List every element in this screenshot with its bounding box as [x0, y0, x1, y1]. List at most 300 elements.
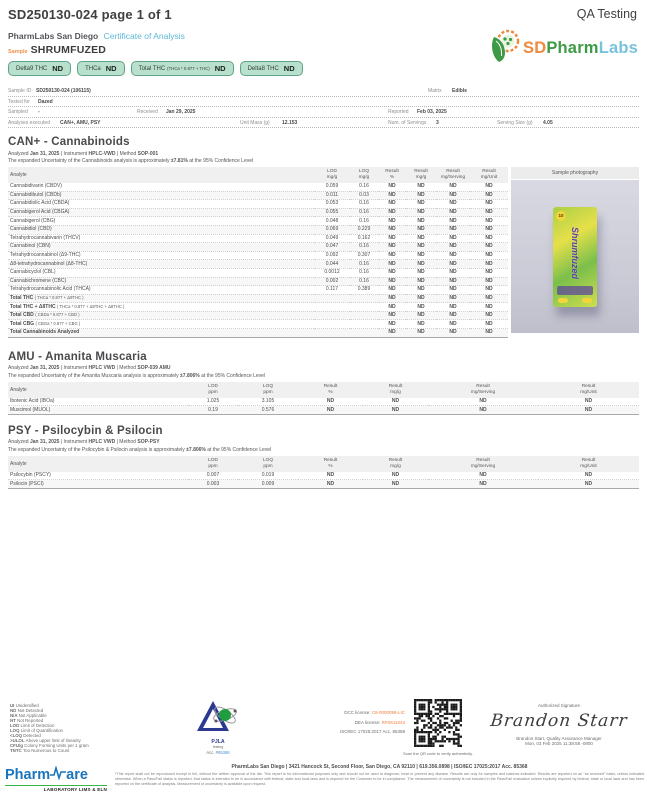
- sampled-value: -: [38, 109, 40, 115]
- value-cell: ND: [470, 260, 508, 269]
- value-cell: 0.055: [314, 208, 350, 217]
- section-amanita: [8, 351, 639, 415]
- lab-logo-icon: [491, 29, 523, 68]
- value-cell: ND: [406, 286, 436, 295]
- value-cell: ND: [406, 320, 436, 329]
- value-cell: ND: [378, 234, 406, 243]
- uncertainty-line: The expanded Uncertainty of the Cannabinoids analysis is approximately ±7.81% at the 95% Confidence Level: [8, 158, 254, 164]
- legend-item: N/A Not Applicable: [10, 713, 47, 719]
- top-bar: [0, 0, 647, 22]
- total-row: [8, 311, 508, 320]
- value-cell: 0.16: [350, 200, 378, 209]
- license-line: DCC license: C8-0000098-LIC: [344, 710, 405, 715]
- column-header: Result mg/g: [363, 382, 428, 398]
- legend-item: ND Not Detected: [10, 708, 44, 714]
- value-cell: 0.16: [350, 268, 378, 277]
- legend-item: LOD Limit of Detection: [10, 723, 55, 729]
- value-cell: 0.059: [314, 183, 350, 191]
- reported-label: Reported: [388, 109, 409, 115]
- value-cell: 0.389: [350, 286, 378, 295]
- value-cell: ND: [406, 251, 436, 260]
- analyte-cell: Ibotenic Acid (IBOa): [8, 398, 188, 406]
- analyte-row: [8, 277, 508, 286]
- analyte-cell: Tetrahydrocannabivarin (THCV): [8, 234, 314, 243]
- value-cell: [314, 294, 350, 303]
- received-label: Received: [137, 109, 158, 115]
- value-cell: 0.044: [314, 260, 350, 269]
- pharmware-tagline: LABORATORY LIMS & ELN: [43, 787, 107, 793]
- disclaimer-text: *This report shall not be reproduced except in full, without the written approval of the lab. This report is for informational purposes only and should not be used to diagnose, treat or prevent any disease. Results are only for samples and batches indicated. Results are reported on an "as received" basis, unless indicated otherwise. When a Pass/Fail status is reported, that status is intended to be in accordance with federal, state and local laws and is required for the Customer to be in compliance. The measurement of uncertainty is not included in the Pass/Fail evaluation unless explicitly required by federal, state or local laws and has been reported on the certificate of analysis. Measurement of uncertainty is available upon request.: [115, 772, 644, 786]
- value-cell: ND: [470, 303, 508, 312]
- sample-photo-panel: [511, 167, 639, 333]
- product-name: Shrumfuzed: [570, 226, 580, 279]
- column-header: LOQ mg/g: [350, 167, 378, 183]
- license-block: [262, 710, 405, 739]
- column-header: Result mg/Serving: [428, 382, 538, 398]
- total-row: [8, 320, 508, 329]
- value-cell: ND: [363, 398, 428, 406]
- product-box: [553, 207, 597, 307]
- value-cell: 0.048: [314, 217, 350, 226]
- total-row: [8, 329, 508, 338]
- value-cell: ND: [406, 294, 436, 303]
- document-id: SD250130-024 page 1 of 1: [8, 7, 172, 22]
- column-header: Result mg/Serving: [436, 167, 470, 183]
- lab-address: PharmLabs San Diego | 3421 Hancock St, Second Floor, San Diego, CA 92110 | 619.356.0898 | ISO/IEC 17025:2017 Acc. 85368: [231, 764, 528, 770]
- pharmware-logo: [5, 766, 107, 792]
- product-flavor-band: [557, 286, 593, 295]
- column-header: Result mg/Unit: [538, 382, 639, 398]
- value-cell: 0.16: [350, 260, 378, 269]
- pjla-accreditation: [190, 699, 246, 755]
- matrix-value: Edible: [452, 88, 468, 94]
- value-cell: ND: [428, 472, 538, 480]
- column-header: Result mg/g: [406, 167, 436, 183]
- analyte-row: [8, 251, 508, 260]
- badge-delta9-thc: Delta9 THC ND: [8, 61, 71, 76]
- analyte-cell: Muscimol (MUOL): [8, 406, 188, 415]
- license-line: ISO/IEC 17025:2017 Acc. 85368: [339, 729, 405, 734]
- value-cell: ND: [470, 234, 508, 243]
- value-cell: ND: [470, 183, 508, 191]
- value-cell: ND: [298, 472, 363, 480]
- value-cell: ND: [436, 286, 470, 295]
- value-cell: [350, 311, 378, 320]
- column-header: LOD ppm: [188, 456, 238, 472]
- value-cell: ND: [406, 329, 436, 338]
- value-cell: ND: [378, 329, 406, 338]
- value-cell: ND: [436, 225, 470, 234]
- value-cell: ND: [298, 480, 363, 489]
- section-cannabinoids: [8, 136, 639, 338]
- unit-mass-label: Unit Mass (g): [240, 119, 270, 126]
- value-cell: 0.229: [350, 225, 378, 234]
- value-cell: [314, 311, 350, 320]
- legend-item: TNTC Too Numerous to Count: [10, 748, 70, 754]
- total-label-cell: Total THC + Δ8THC ( THCa * 0.877 + Δ9THC + Δ8THC ): [8, 303, 314, 312]
- authorized-signature-label: Authorized Signature: [537, 703, 581, 708]
- value-cell: ND: [406, 234, 436, 243]
- column-header: Result %: [378, 167, 406, 183]
- total-row: [8, 303, 508, 312]
- value-cell: ND: [378, 183, 406, 191]
- sample-id-label: Sample ID: [8, 88, 32, 94]
- reported-value: Feb 03, 2025: [417, 109, 447, 115]
- analyte-cell: Cannabinol (CBN): [8, 243, 314, 252]
- value-cell: 0.16: [350, 277, 378, 286]
- analyte-cell: Cannabigerol (CBG): [8, 217, 314, 226]
- info-row: [8, 86, 639, 97]
- value-cell: ND: [428, 480, 538, 489]
- badge-delta8-thc: Delta8 THC ND: [240, 61, 303, 76]
- value-cell: [350, 303, 378, 312]
- value-cell: 0.03: [350, 191, 378, 200]
- value-cell: 0.092: [314, 251, 350, 260]
- analyte-cell: Psilocybin (PSCY): [8, 472, 188, 480]
- value-cell: ND: [406, 225, 436, 234]
- method-label: | Method: [116, 150, 137, 157]
- analyte-cell: Psilocin (PSCI): [8, 480, 188, 489]
- value-cell: ND: [378, 217, 406, 226]
- column-header: Result mg/Serving: [428, 456, 538, 472]
- sampled-label: Sampled: [8, 109, 28, 115]
- badge-thca: THCa ND: [77, 61, 125, 76]
- sdpharmlabs-logo: [491, 29, 638, 68]
- value-cell: ND: [470, 311, 508, 320]
- servings-value: 3: [436, 119, 439, 126]
- value-cell: 0.003: [188, 480, 238, 489]
- pharmware-underline: [5, 785, 107, 787]
- analyte-row: [8, 268, 508, 277]
- value-cell: ND: [470, 294, 508, 303]
- value-cell: 3.105: [238, 398, 298, 406]
- value-cell: 0.16: [350, 243, 378, 252]
- value-cell: 0.053: [314, 200, 350, 209]
- value-cell: 0.16: [350, 183, 378, 191]
- legend-item: NT Not Reported: [10, 718, 44, 724]
- logo-wordmark: [523, 39, 638, 58]
- value-cell: ND: [406, 200, 436, 209]
- value-cell: 0.0012: [314, 268, 350, 277]
- value-cell: ND: [436, 191, 470, 200]
- column-header: LOD mg/g: [314, 167, 350, 183]
- uncertainty-line: The expanded Uncertainty of the Amanita Muscaria analysis is approximately ±7.806% at the 95% Confidence Level: [8, 372, 266, 379]
- value-cell: ND: [428, 406, 538, 415]
- value-cell: ND: [378, 286, 406, 295]
- logo-sd: SD: [523, 39, 547, 57]
- psilocybin-table: [8, 456, 639, 489]
- value-cell: ND: [406, 277, 436, 286]
- column-header: Result %: [298, 456, 363, 472]
- tested-for-label: Tested for: [8, 98, 30, 105]
- value-cell: ND: [436, 234, 470, 243]
- column-header: Result mg/Unit: [538, 456, 639, 472]
- value-cell: ND: [436, 260, 470, 269]
- column-header: LOD ppm: [188, 382, 238, 398]
- value-cell: ND: [378, 277, 406, 286]
- section-meta: Analyzed Jan 31, 2025 | Instrument HPLC VWD | Method SOP-039 AMU: [8, 365, 171, 372]
- sample-photo: [511, 180, 639, 333]
- value-cell: ND: [406, 268, 436, 277]
- method-value: SOP-001: [137, 150, 159, 157]
- value-cell: [350, 329, 378, 338]
- analyte-row: [8, 208, 508, 217]
- value-cell: ND: [470, 277, 508, 286]
- signer-name: Brandon Starr, Quality Assurance Manager: [516, 736, 602, 741]
- value-cell: ND: [363, 472, 428, 480]
- value-cell: ND: [378, 303, 406, 312]
- value-cell: [314, 303, 350, 312]
- value-cell: ND: [436, 217, 470, 226]
- value-cell: ND: [428, 398, 538, 406]
- analyte-cell: Cannabigerol Acid (CBGA): [8, 208, 314, 217]
- value-cell: ND: [470, 329, 508, 338]
- value-cell: 0.117: [314, 286, 350, 295]
- value-cell: ND: [470, 200, 508, 209]
- pharmware-part2: are: [66, 766, 88, 783]
- photo-caption: Sample photography: [511, 167, 639, 179]
- legend-item: UI Unidentified: [10, 703, 39, 708]
- value-cell: 0.19: [188, 406, 238, 415]
- sample-name: SHRUMFUZED: [30, 44, 107, 56]
- analyte-row: [8, 234, 508, 243]
- section-title: CAN+ - Cannabinoids: [8, 136, 130, 148]
- analyte-row: [8, 217, 508, 226]
- product-pill: [582, 298, 592, 303]
- value-cell: ND: [406, 217, 436, 226]
- value-cell: ND: [436, 329, 470, 338]
- instrument-value: HPLC-VWD: [88, 150, 116, 157]
- value-cell: ND: [436, 311, 470, 320]
- value-cell: ND: [378, 260, 406, 269]
- analyte-row: [8, 225, 508, 234]
- analyte-cell: Cannabidibutol (CBDb): [8, 191, 314, 200]
- value-cell: ND: [378, 268, 406, 277]
- certificate-title: Certificate of Analysis: [103, 31, 185, 41]
- value-cell: ND: [436, 320, 470, 329]
- legend-item: >ULOL Above upper limit of linearity: [10, 738, 81, 744]
- total-row: [8, 294, 508, 303]
- column-header: Analyte: [8, 382, 188, 398]
- value-cell: 0.16: [350, 217, 378, 226]
- value-cell: 0.002: [314, 277, 350, 286]
- column-header: Result mg/Unit: [470, 167, 508, 183]
- value-cell: 1.025: [188, 398, 238, 406]
- value-cell: [314, 329, 350, 338]
- analyte-cell: Cannabichromene (CBC): [8, 277, 314, 286]
- qr-caption: Scan the QR code to verify authenticity.: [403, 751, 473, 756]
- value-cell: 0.007: [188, 472, 238, 480]
- value-cell: ND: [470, 320, 508, 329]
- pulse-icon: [50, 766, 66, 784]
- qa-testing-label: QA Testing: [576, 7, 637, 21]
- value-cell: [350, 294, 378, 303]
- section-title: AMU - Amanita Muscaria: [8, 350, 147, 363]
- analyte-row: [8, 398, 639, 406]
- value-cell: 0.009: [238, 480, 298, 489]
- value-cell: ND: [406, 303, 436, 312]
- total-label-cell: Total CBD ( CBDa * 0.877 + CBD ): [8, 311, 314, 320]
- license-line: DEA license: RP0611043: [354, 719, 405, 725]
- value-cell: ND: [378, 200, 406, 209]
- value-cell: [314, 320, 350, 329]
- value-cell: 0.069: [314, 225, 350, 234]
- value-cell: ND: [538, 398, 639, 406]
- value-cell: ND: [378, 320, 406, 329]
- analyte-row: [8, 286, 508, 295]
- column-header: LOQ ppm: [238, 456, 298, 472]
- instrument-label: | Instrument: [60, 150, 88, 157]
- analyte-row: [8, 200, 508, 209]
- value-cell: ND: [378, 243, 406, 252]
- legend-item: LOQ Limit of Quantification: [10, 728, 63, 734]
- value-cell: ND: [436, 243, 470, 252]
- value-cell: ND: [436, 200, 470, 209]
- tested-for-value: Dazed: [38, 98, 53, 105]
- product-pill: [558, 298, 568, 303]
- info-row: [8, 107, 639, 118]
- legend-item: <LOQ Detected: [10, 733, 41, 739]
- lab-name: PharmLabs San Diego: [8, 31, 99, 41]
- analyte-row: [8, 260, 508, 269]
- qr-code: [414, 699, 462, 747]
- amanita-table: [8, 382, 639, 415]
- analyte-row: [8, 191, 508, 200]
- analyte-cell: Tetrahydrocannabinol (Δ9-THC): [8, 251, 314, 260]
- value-cell: ND: [470, 251, 508, 260]
- value-cell: ND: [406, 183, 436, 191]
- total-label-cell: Total Cannabinoids Analyzed: [8, 329, 314, 338]
- value-cell: ND: [436, 183, 470, 191]
- pharmware-part1: Pharm: [5, 766, 51, 783]
- value-cell: 0.047: [314, 243, 350, 252]
- value-cell: ND: [538, 406, 639, 415]
- value-cell: ND: [538, 480, 639, 489]
- value-cell: 0.162: [350, 234, 378, 243]
- section-meta: [8, 151, 639, 157]
- section-meta: Analyzed Jan 31, 2025 | Instrument HPLC VWD | Method SOP-PSY: [8, 439, 160, 446]
- value-cell: ND: [406, 208, 436, 217]
- sample-info-block: [8, 86, 639, 128]
- column-header: Analyte: [8, 167, 314, 183]
- value-cell: ND: [298, 398, 363, 406]
- value-cell: ND: [406, 311, 436, 320]
- analyses-label: Analyses executed: [8, 119, 50, 126]
- signature-script: Brandon Starr: [489, 711, 629, 731]
- value-cell: ND: [378, 294, 406, 303]
- badge-total-thc: Total THC (THCa * 0.877 + THC) ND: [131, 61, 234, 76]
- value-cell: ND: [378, 251, 406, 260]
- unit-mass-value: 12.153: [282, 119, 298, 126]
- value-cell: ND: [378, 311, 406, 320]
- analyte-row: [8, 480, 639, 489]
- value-cell: 0.576: [238, 406, 298, 415]
- pack-count-badge: 10: [556, 211, 566, 221]
- value-cell: ND: [406, 191, 436, 200]
- value-cell: ND: [363, 406, 428, 415]
- value-cell: ND: [378, 208, 406, 217]
- value-cell: ND: [470, 268, 508, 277]
- cannabinoids-table: [8, 167, 508, 338]
- sample-id-value: SD250130-024 (106115): [36, 88, 91, 94]
- pjla-logo-icon: [195, 722, 241, 739]
- value-cell: 0.16: [350, 208, 378, 217]
- received-value: Jan 29, 2025: [166, 109, 196, 115]
- value-cell: ND: [436, 303, 470, 312]
- analyzed-label: Analyzed: [8, 150, 29, 157]
- info-row: [8, 97, 639, 108]
- sample-label: Sample: [8, 49, 28, 55]
- analyte-row: [8, 243, 508, 252]
- pjla-sub: testing: [212, 745, 224, 750]
- analyte-cell: Cannabicyclol (CBL): [8, 268, 314, 277]
- value-cell: ND: [406, 260, 436, 269]
- logo-pharm: Pharm: [546, 39, 599, 57]
- value-cell: ND: [470, 225, 508, 234]
- total-label-cell: Total CBG ( CBGa * 0.877 + CBG ): [8, 320, 314, 329]
- analyzed-value: Jan 31, 2025: [29, 150, 60, 157]
- analyses-value: CAN+, AMU, PSY: [60, 119, 101, 126]
- legend: [10, 703, 89, 753]
- value-cell: [350, 320, 378, 329]
- value-cell: ND: [436, 208, 470, 217]
- value-cell: ND: [436, 251, 470, 260]
- info-row: [8, 118, 639, 129]
- legend-item: CFU/g Colony Forming Units per 1 gram: [10, 743, 89, 749]
- column-header: Result mg/g: [363, 456, 428, 472]
- analyte-cell: Δ8-tetrahydrocannabinol (Δ8-THC): [8, 260, 314, 269]
- column-header: Result %: [298, 382, 363, 398]
- serving-size-label: Serving Size (g): [497, 119, 533, 126]
- value-cell: ND: [470, 286, 508, 295]
- analyte-row: [8, 472, 639, 480]
- pjla-name: PJLA: [211, 739, 225, 745]
- value-cell: ND: [470, 191, 508, 200]
- value-cell: ND: [363, 480, 428, 489]
- total-label-cell: Total THC ( THCa * 0.877 + Δ9THC ): [8, 294, 314, 303]
- value-cell: 0.011: [314, 191, 350, 200]
- uncertainty-line: The expanded Uncertainty of the Psilocybin & Psilocin analysis is approximately ±7.806% at the 95% Confidence Level: [8, 446, 272, 453]
- value-cell: ND: [298, 406, 363, 415]
- analyte-cell: Tetrahydrocannabinolic Acid (THCA): [8, 286, 314, 295]
- value-cell: ND: [470, 208, 508, 217]
- signature-date: Mon, 03 Feb 2025 11:38:58 -0800: [525, 741, 593, 746]
- value-cell: ND: [436, 268, 470, 277]
- value-cell: 0.019: [238, 472, 298, 480]
- analyte-cell: Cannabidiol (CBD): [8, 225, 314, 234]
- logo-labs: Labs: [598, 39, 638, 57]
- matrix-label: Matrix: [428, 88, 442, 94]
- value-cell: ND: [436, 294, 470, 303]
- section-psilocybin: [8, 425, 639, 489]
- value-cell: ND: [538, 472, 639, 480]
- value-cell: ND: [378, 225, 406, 234]
- value-cell: ND: [378, 191, 406, 200]
- analyte-cell: Cannabidivarin (CBDV): [8, 183, 314, 191]
- serving-size-value: 4.05: [543, 119, 553, 126]
- column-header: Analyte: [8, 456, 188, 472]
- value-cell: ND: [470, 243, 508, 252]
- value-cell: ND: [470, 217, 508, 226]
- value-cell: 0.049: [314, 234, 350, 243]
- servings-label: Num. of Servings: [388, 119, 427, 126]
- analyte-row: [8, 183, 508, 191]
- value-cell: ND: [406, 243, 436, 252]
- analyte-row: [8, 406, 639, 415]
- signature-block: [478, 703, 640, 746]
- section-title: PSY - Psilocybin & Psilocin: [8, 424, 163, 437]
- value-cell: 0.307: [350, 251, 378, 260]
